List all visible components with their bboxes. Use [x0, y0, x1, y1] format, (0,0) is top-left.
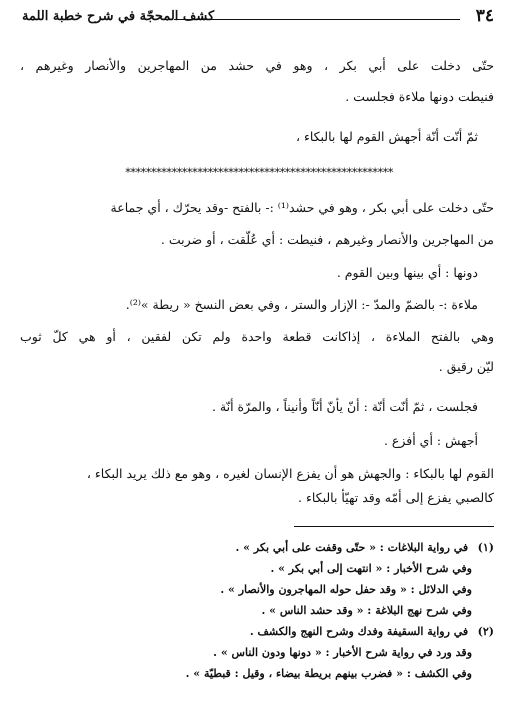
footnote-text: وفي الدلائل : « وقد حفل حوله المهاجرون والأنصار » . — [220, 583, 472, 596]
footnote-line — [20, 603, 472, 619]
commentary-line: من المهاجرين والأنصار وغيرهم ، فنيطت : أي عُلّقت ، أو ضربت . — [160, 232, 494, 247]
footnote-text: وفي شرح الأخبار : « انتهت إلى أبي بكر » . — [270, 562, 472, 575]
footnote-line — [20, 645, 472, 661]
body-text-line: حتّى دخلت على أبي بكر ، وهو في حشد من المهاجرين والأنصار وغيرهم ، — [20, 58, 494, 73]
commentary-line: ملاءة :- بالضمّ والمدّ -: الإزار والستر ، وفي بعض النسخ « ريطة »⁽²⁾. — [125, 297, 478, 312]
commentary-line: القوم لها بالبكاء : والجهش هو أن يفزع الإنسان لغيره ، وهو مع ذلك يريد البكاء ، — [86, 466, 494, 481]
commentary-line: كالصبي يفزع إلى أمّه وقد تهيّأ بالبكاء . — [298, 490, 494, 505]
footnote-text: في رواية البلاغات : « حتّى وقفت على أبي بكر » . — [235, 541, 469, 554]
footnote-text: وفي الكشف : « فضرب بينهم بريطة بيضاء ، وقيل : قبطيّة » . — [185, 667, 472, 680]
body-text-line: فنيطت دونها ملاءة فجلست . — [345, 89, 494, 104]
commentary-line: دونها : أي بينها وبين القوم . — [336, 265, 478, 280]
commentary-line: حتّى دخلت على أبي بكر ، وهو في حشد⁽¹⁾ :- بالفتح -وقد يحرّك ، أي جماعة — [110, 200, 494, 215]
footnote-rule — [294, 526, 494, 527]
commentary-line: وهي بالفتح الملاءة ، إذاكانت قطعة واحدة ولم تكن لفقين ، أو هي كلّ ثوب — [20, 329, 494, 344]
page-number: ٣٤ — [475, 6, 494, 26]
footnote-line — [20, 624, 494, 640]
footnote-number: (١) — [477, 541, 494, 554]
header-rule — [174, 19, 460, 20]
commentary-line: فجلست ، ثمّ أنّت أنّة : أنّ يأنّ أنّاً وأنيناً ، والمرّة أنّة . — [211, 399, 478, 414]
page-header — [22, 6, 494, 28]
footnote-number: (٢) — [477, 625, 494, 638]
footnote-text: في رواية السقيفة وفدك وشرح النهج والكشف . — [249, 625, 469, 638]
running-title: كشف المحجّة في شرح خطبة اللمة — [22, 9, 215, 24]
body-text-line: ثمّ أنّت أنّة أجهش القوم لها بالبكاء ، — [295, 129, 478, 144]
commentary-line: ليّن رقيق . — [438, 359, 494, 374]
commentary-line: أجهش : أي أفزع . — [383, 433, 478, 448]
footnote-text: وقد ورد في رواية شرح الأخبار : « دونها ودون الناس » . — [213, 646, 472, 659]
footnote-line — [20, 666, 472, 682]
footnote-line — [20, 540, 494, 556]
footnote-line — [20, 582, 472, 598]
footnote-line — [20, 561, 472, 577]
separator-stars: **************************************************** — [125, 165, 393, 179]
footnote-text: وفي شرح نهج البلاغة : « وقد حشد الناس » . — [261, 604, 472, 617]
